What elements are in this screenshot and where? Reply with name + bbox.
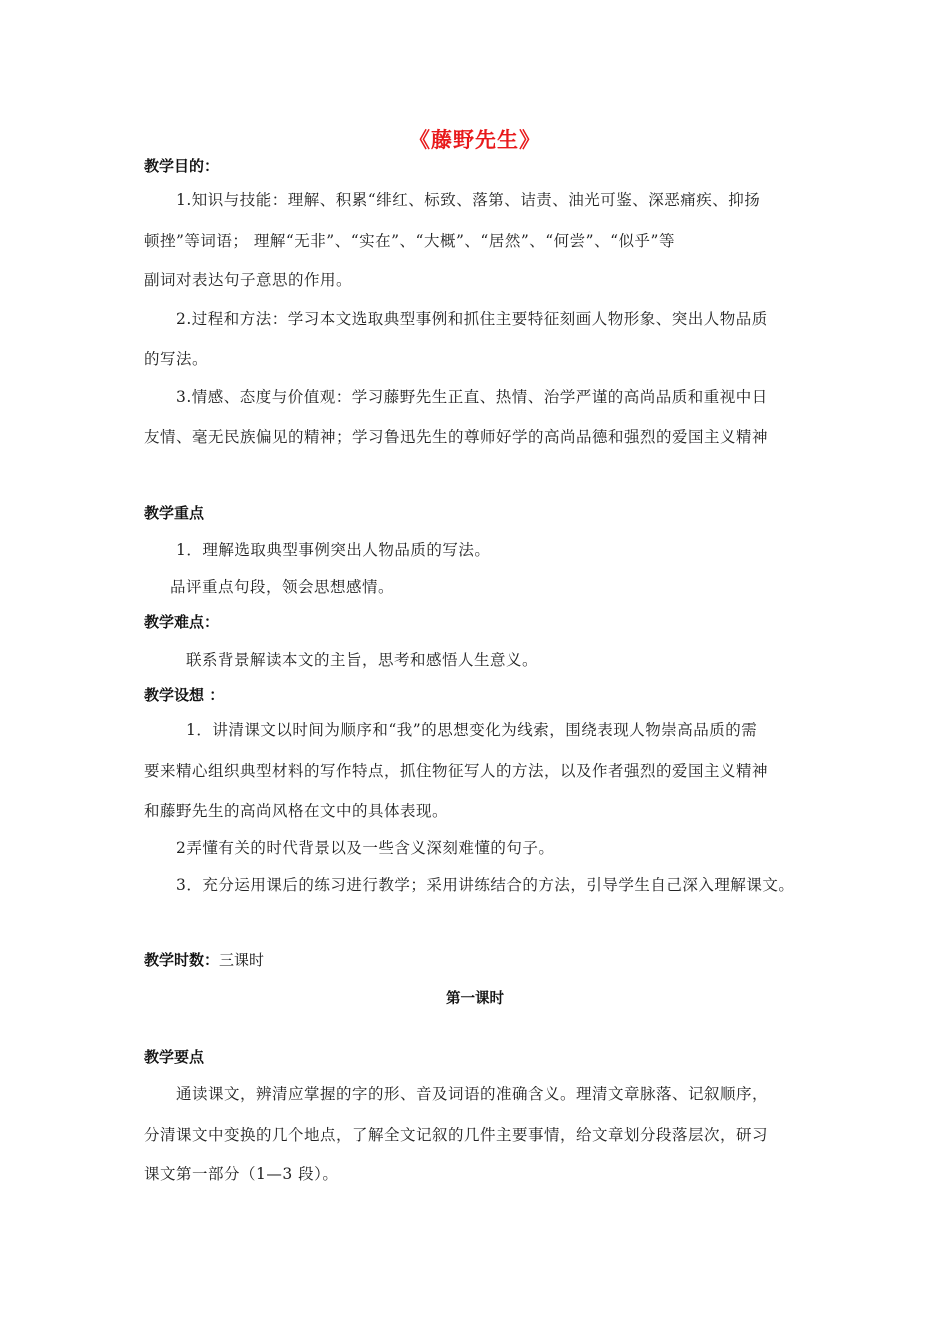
hours-label: 教学时数：	[144, 951, 220, 969]
key-points-heading: 教学重点	[144, 504, 205, 522]
document-title: 《藤野先生》	[409, 128, 541, 152]
objectives-line-3: 副词对表达句子意思的作用。	[144, 271, 353, 289]
design-line-2: 要来精心组织典型材料的写作特点，抓住物征写人的方法，以及作者强烈的爱国主义精神	[144, 762, 769, 780]
key-points-line-2: 品评重点句段，领会思想感情。	[170, 578, 395, 596]
key-points-line-1: 1．理解选取典型事例突出人物品质的写法。	[176, 541, 491, 559]
lesson-one-points-heading: 教学要点	[144, 1048, 205, 1066]
lesson-one-heading: 第一课时	[446, 991, 504, 1007]
objectives-line-7: 友情、毫无民族偏见的精神；学习鲁迅先生的尊师好学的高尚品德和强烈的爱国主义精神	[144, 428, 769, 446]
difficulties-line-1: 联系背景解读本文的主旨，思考和感悟人生意义。	[186, 651, 539, 669]
objectives-heading: 教学目的：	[144, 157, 220, 175]
objectives-line-6: 3.情感、态度与价值观：学习藤野先生正直、热情、治学严谨的高尚品质和重视中日	[176, 388, 768, 406]
hours-line	[144, 949, 264, 970]
design-line-5: 3．充分运用课后的练习进行教学；采用讲练结合的方法，引导学生自己深入理解课文。	[176, 876, 795, 894]
objectives-line-1: 1.知识与技能：理解、积累“绯红、标致、落第、诘责、油光可鉴、深恶痛疾、抑扬	[176, 191, 761, 209]
design-line-1: 1．讲清课文以时间为顺序和“我”的思想变化为线索，围绕表现人物崇高品质的需	[186, 721, 758, 739]
objectives-line-4: 2.过程和方法：学习本文选取典型事例和抓住主要特征刻画人物形象、突出人物品质	[176, 310, 768, 328]
difficulties-heading: 教学难点：	[144, 613, 220, 631]
lesson-one-line-2: 分清课文中变换的几个地点，了解全文记叙的几件主要事情，给文章划分段落层次，研习	[144, 1126, 769, 1144]
design-line-4: 2弄懂有关的时代背景以及一些含义深刻难懂的句子。	[176, 839, 555, 857]
objectives-line-5: 的写法。	[144, 350, 209, 368]
design-heading: 教学设想 ：	[144, 686, 225, 704]
objectives-line-2: 顿挫”等词语； 理解“无非”、“实在”、“大概”、“居然”、“何尝”、“似乎”等	[144, 232, 675, 250]
lesson-one-line-1: 通读课文，辨清应掌握的字的形、音及词语的准确含义。理清文章脉落、记叙顺序，	[176, 1085, 769, 1103]
design-line-3: 和藤野先生的高尚风格在文中的具体表现。	[144, 802, 449, 820]
hours-value: 三课时	[219, 951, 265, 969]
lesson-one-line-3: 课文第一部分（1—3 段）。	[144, 1165, 339, 1183]
